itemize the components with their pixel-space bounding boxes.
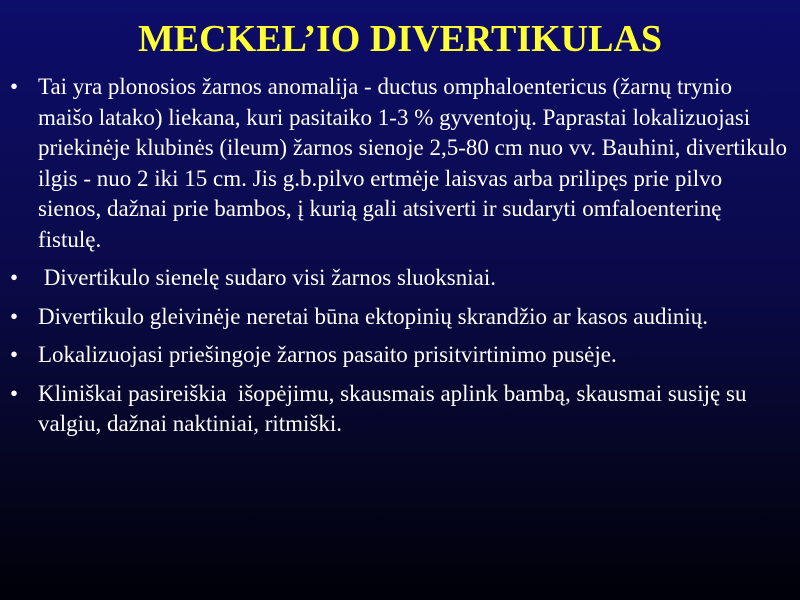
bullet-item [0, 340, 790, 371]
bullet-text: Lokalizuojasi priešingoje žarnos pasaito prisitvirtinimo pusėje. [38, 342, 617, 367]
bullet-dot-icon: • [9, 265, 19, 290]
bullet-dot-icon: • [9, 342, 19, 367]
bullet-item [0, 72, 790, 255]
bullet-text: Divertikulo sienelę sudaro visi žarnos sluoksniai. [38, 265, 497, 290]
slide-title: MECKEL’IO DIVERTIKULAS [137, 18, 663, 60]
bullet-dot-icon: • [9, 380, 19, 406]
bullet-item [0, 263, 790, 294]
bullet-dot-icon: • [9, 303, 19, 329]
bullet-dot-icon: • [9, 74, 19, 99]
bullet-list [0, 72, 790, 448]
bullet-text: Divertikulo gleivinėje neretai būna ektopinių skrandžio ar kasos audinių. [38, 303, 709, 329]
bullet-text: Kliniškai pasireiškia išopėjimu, skausmais aplink bambą, skausmai susiję su valgiu, dažnai naktiniai, ritmiški. [38, 380, 747, 436]
bullet-text: Tai yra plonosios žarnos anomalija - ductus omphaloentericus (žarnų trynio maišo latako) liekana, kuri pasitaiko 1-3 % gyventojų. Paprastai lokalizuojasi priekinėje klubinės (ileum) žarnos sienoje 2,5-80 cm nuo vv. Bauhini, divertikulo ilgis - nuo 2 iki 15 cm. Jis g.b.pilvo ertmėje laisvas arba prilipęs prie pilvo sienos, dažnai prie bambos, į kurią gali atsiverti ir sudaryti omfaloenterinę fistulę. [38, 74, 788, 252]
bullet-item [0, 379, 790, 440]
bullet-item [0, 302, 790, 333]
